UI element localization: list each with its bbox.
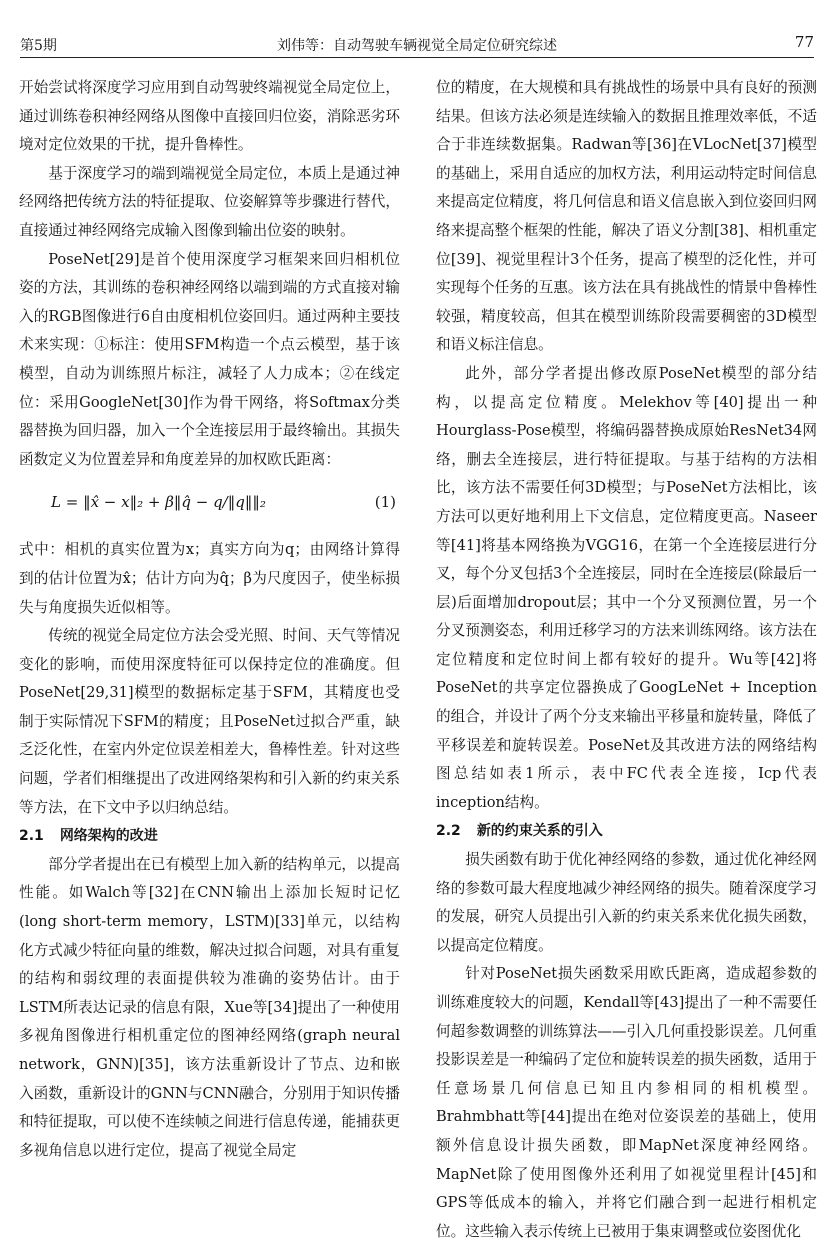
equation-1: [19, 476, 400, 534]
issue-label: 第5期: [20, 38, 57, 54]
section-heading: [19, 822, 400, 851]
paragraph: 式中：相机的真实位置为x；真实方向为q；由网络计算得到的估计位置为x̂；估计方向为q̂；β为尺度因子，使坐标损失与角度损失近似相等。: [19, 541, 400, 616]
left-column: [19, 74, 400, 1165]
paragraph: 位的精度，在大规模和具有挑战性的场景中具有良好的预测结果。但该方法必须是连续输入的数据且推理效率低，不适合于非连续数据集。Radwan等[36]在VLocNet[37]模型的基础上，采用自适应的加权方法，利用运动特定时间信息来提高定位精度，将几何信息和语义信息嵌入到位姿回归网络来提高整个框架的性能，解决了语义分割[38]、相机重定位[39]、视觉里程计3个任务，提高了模型的泛化性，并可实现每个任务的互惠。该方法在具有挑战性的情景中鲁棒性较强，精度较高，但其在模型训练阶段需要稠密的3D模型和语义标注信息。: [436, 79, 817, 354]
section-number: 2.1: [19, 828, 44, 845]
page-number: 77: [794, 33, 814, 51]
equation-expression: L = ‖x̂ − x‖₂ + β‖q̂ − q/‖q‖‖₂: [51, 493, 266, 512]
paragraph: 传统的视觉全局定位方法会受光照、时间、天气等情况变化的影响，而使用深度特征可以保持定位的准确度。但PoseNet[29,31]模型的数据标定基于SFM，其精度也受制于实际情况下SFM的精度；且PoseNet过拟合严重，缺乏泛化性，在室内外定位误差相差大，鲁棒性差。针对这些问题，学者们相继提出了改进网络架构和引入新的约束关系等方法，在下文中予以归纳总结。: [19, 627, 400, 816]
paragraph: 针对PoseNet损失函数采用欧氏距离，造成超参数的训练难度较大的问题，Kendall等[43]提出了一种不需要任何超参数调整的训练算法——引入几何重投影误差。几何重投影误差是一种编码了定位和旋转误差的损失函数，适用于任意场景几何信息已知且内参相同的相机模型。Brahmbhatt等[44]提出在绝对位姿误差的基础上，使用额外信息设计损失函数，即MapNet深度神经网络。MapNet除了使用图像外还利用了如视觉里程计[45]和GPS等低成本的输入，并将它们融合到一起进行相机定位。这些输入表示传统上已被用于集束调整或位姿图优化: [436, 965, 817, 1240]
paragraph: 此外，部分学者提出修改原PoseNet模型的部分结构，以提高定位精度。Melekhov等[40]提出一种Hourglass-Pose模型，将编码器替换成原始ResNet34网络，删去全连接层，进行特征提取。与基于结构的方法相比，该方法不需要任何3D模型；与PoseNet方法相比，该方法可以更好地利用上下文信息，定位精度更高。Naseer等[41]将基本网络换为VGG16，在第一个全连接层进行分叉，每个分叉包括3个全连接层，同时在全连接层(除最后一层)后面增加dropout层；其中一个分叉预测位置，另一个分叉预测姿态，利用迁移学习的方法来训练网络。该方法在定位精度和定位时间上都有较好的提升。Wu等[42]将PoseNet的共享定位器换成了GoogLeNet + Inception的组合，并设计了两个分支来输出平移量和旋转量，降低了平移误差和旋转误差。PoseNet及其改进方法的网络结构图总结如表1所示，表中FC代表全连接，Icp代表inception结构。: [436, 364, 817, 811]
section-title: 新的约束关系的引入: [476, 823, 603, 840]
running-header: [20, 33, 814, 58]
section-heading: [436, 817, 817, 846]
paragraph: 损失函数有助于优化神经网络的参数，通过优化神经网络的参数可最大程度地减少神经网络的损失。随着深度学习的发展，研究人员提出引入新的约束关系来优化损失函数，以提高定位精度。: [436, 851, 817, 954]
section-title: 网络架构的改进: [59, 828, 158, 845]
paragraph: 开始尝试将深度学习应用到自动驾驶终端视觉全局定位上，通过训练卷积神经网络从图像中直接回归位姿，消除恶劣环境对定位效果的干扰，提升鲁棒性。: [19, 79, 400, 154]
paragraph: 基于深度学习的端到端视觉全局定位，本质上是通过神经网络把传统方法的特征提取、位姿解算等步骤进行替代，直接通过神经网络完成输入图像到输出位姿的映射。: [19, 164, 400, 239]
paragraph: 部分学者提出在已有模型上加入新的结构单元，以提高性能。如Walch等[32]在CNN输出上添加长短时记忆(long short-term memory，LSTM)[33]单元，以结构化方式减少特征向量的维数，解决过拟合问题，对具有重复的结构和弱纹理的表面提供较为准确的姿势估计。由于LSTM所表达记录的信息有限，Xue等[34]提出了一种使用多视角图像进行相机重定位的图神经网络(graph neural network，GNN)[35]，该方法重新设计了节点、边和嵌入函数，重新设计的GNN与CNN融合，分别用于知识传播和特征提取，可以使不连续帧之间进行信息传递，能捕获更多视角信息以进行定位，提高了视觉全局定: [19, 855, 400, 1159]
paragraph: PoseNet[29]是首个使用深度学习框架来回归相机位姿的方法，其训练的卷积神经网络以端到端的方式直接对输入的RGB图像进行6自由度相机位姿回归。通过两种主要技术来实现：①标注：使用SFM构造一个点云模型，基于该模型，自动为训练照片标注，减轻了人力成本；②在线定位：采用GoogleNet[30]作为骨干网络，将Softmax分类器替换为回归器，加入一个全连接层用于最终输出。其损失函数定义为位置差异和角度差异的加权欧氏距离：: [19, 250, 400, 468]
right-column: [436, 74, 817, 1246]
equation-number: (1): [374, 493, 396, 512]
section-number: 2.2: [436, 823, 461, 840]
running-title: 刘伟等：自动驾驶车辆视觉全局定位研究综述: [277, 38, 557, 54]
